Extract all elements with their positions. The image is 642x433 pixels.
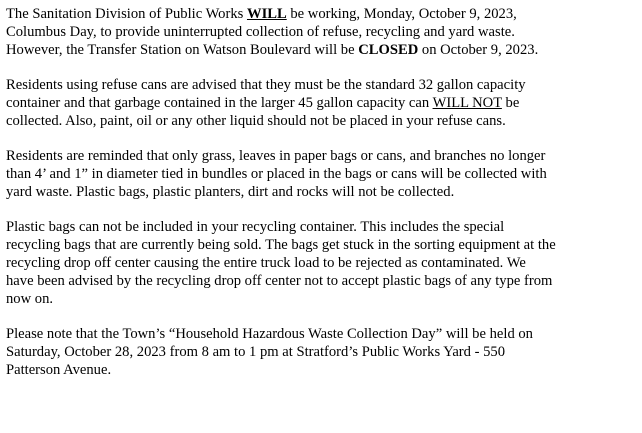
text-run: be working, Monday, October 9, 2023, (286, 6, 517, 22)
text-line: Patterson Avenue. (6, 362, 112, 378)
text-line (6, 94, 638, 112)
paragraph-hazardous-waste-day (6, 325, 638, 379)
paragraph-yard-waste (6, 147, 638, 201)
text-line: recycling bags that are currently being sold. The bags get stuck in the sorting equipment at the (6, 237, 556, 253)
text-line: yard waste. Plastic bags, plastic planters, dirt and rocks will not be collected. (6, 184, 455, 200)
text-run: However, the Transfer Station on Watson Boulevard will be (6, 42, 359, 58)
text-run: The Sanitation Division of Public Works (6, 6, 247, 22)
text-line: than 4’ and 1” in diameter tied in bundles or placed in the bags or cans will be collected with (6, 166, 547, 182)
text-line: recycling drop off center causing the entire truck load to be rejected as contaminated. We (6, 255, 526, 271)
emphasis-will-not: WILL NOT (432, 95, 502, 111)
text-line (6, 5, 638, 23)
text-line: Plastic bags can not be included in your recycling container. This includes the special (6, 219, 505, 235)
text-line: collected. Also, paint, oil or any other liquid should not be placed in your refuse cans. (6, 113, 506, 129)
notice-document (6, 5, 638, 396)
text-line: have been advised by the recycling drop off center not to accept plastic bags of any type from (6, 273, 553, 289)
paragraph-refuse-cans (6, 76, 638, 130)
text-line: Residents using refuse cans are advised that they must be the standard 32 gallon capacity (6, 77, 526, 93)
text-line: Please note that the Town’s “Household Hazardous Waste Collection Day” will be held on (6, 326, 533, 342)
text-run: be (501, 95, 520, 111)
paragraph-plastic-bags (6, 218, 638, 308)
text-line: Columbus Day, to provide uninterrupted collection of refuse, recycling and yard waste. (6, 24, 515, 40)
text-run: container and that garbage contained in the larger 45 gallon capacity can (6, 95, 433, 111)
text-line: now on. (6, 291, 54, 307)
text-line: Saturday, October 28, 2023 from 8 am to 1 pm at Stratford’s Public Works Yard - 550 (6, 344, 506, 360)
text-line: Residents are reminded that only grass, leaves in paper bags or cans, and branches no longer (6, 148, 546, 164)
text-line (6, 41, 638, 59)
text-run: on October 9, 2023. (418, 42, 539, 58)
emphasis-will: WILL (246, 6, 287, 22)
paragraph-holiday-schedule (6, 5, 638, 59)
emphasis-closed: CLOSED (358, 42, 419, 58)
